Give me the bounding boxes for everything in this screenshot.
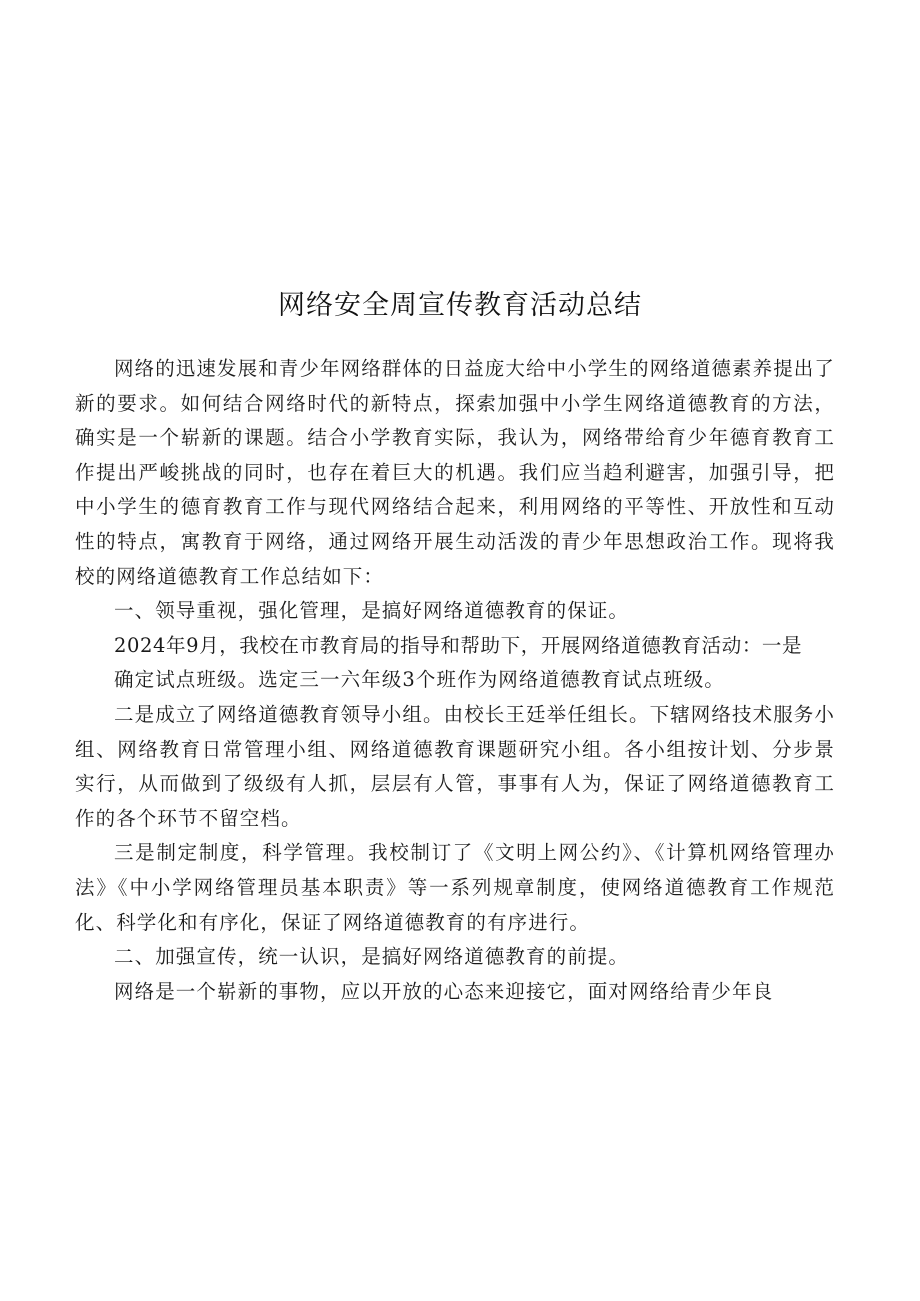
paragraph-activity-start: 2024年9月，我校在市教育局的指导和帮助下，开展网络道德教育活动：一是 [114, 633, 803, 657]
section-heading-2: 二、加强宣传，统一认识，是搞好网络道德教育的前提。 [114, 945, 630, 969]
paragraph-rules: 三是制定制度，科学管理。我校制订了《文明上网公约》、《计算机网络管理办法》《中小学网络管理员基本职责》等一系列规章制度，使网络道德教育工作规范化、科学化和有序化，保证了网络道德教育的有序进行。 [75, 841, 835, 934]
paragraph-pilot-classes: 确定试点班级。选定三一六年级3个班作为网络道德教育试点班级。 [114, 668, 725, 692]
section-heading-1: 一、领导重视，强化管理，是搞好网络道德教育的保证。 [114, 599, 630, 623]
document-title: 网络安全周宣传教育活动总结 [278, 290, 642, 321]
paragraph-network-new: 网络是一个崭新的事物，应以开放的心态来迎接它，面对网络给青少年良 [114, 979, 774, 1003]
paragraph-leadership-group: 二是成立了网络道德教育领导小组。由校长王廷举任组长。下辖网络技术服务小组、网络教育日常管理小组、网络道德教育课题研究小组。各小组按计划、分步景实行，从而做到了级级有人抓，层层有人管，事事有人为，保证了网络道德教育工作的各个环节不留空档。 [75, 702, 836, 830]
document-body [75, 352, 835, 1009]
paragraph-intro: 网络的迅速发展和青少年网络群体的日益庞大给中小学生的网络道德素养提出了新的要求。如何结合网络时代的新特点，探索加强中小学生网络道德教育的方法，确实是一个崭新的课题。结合小学教育实际，我认为，网络带给育少年德育教育工作提出严峻挑战的同时，也存在着巨大的机遇。我们应当趋利避害，加强引导，把中小学生的德育教育工作与现代网络结合起来，利用网络的平等性、开放性和互动性的特点，寓教育于网络，通过网络开展生动活泼的青少年思想政治工作。现将我校的网络道德教育工作总结如下： [75, 357, 836, 588]
